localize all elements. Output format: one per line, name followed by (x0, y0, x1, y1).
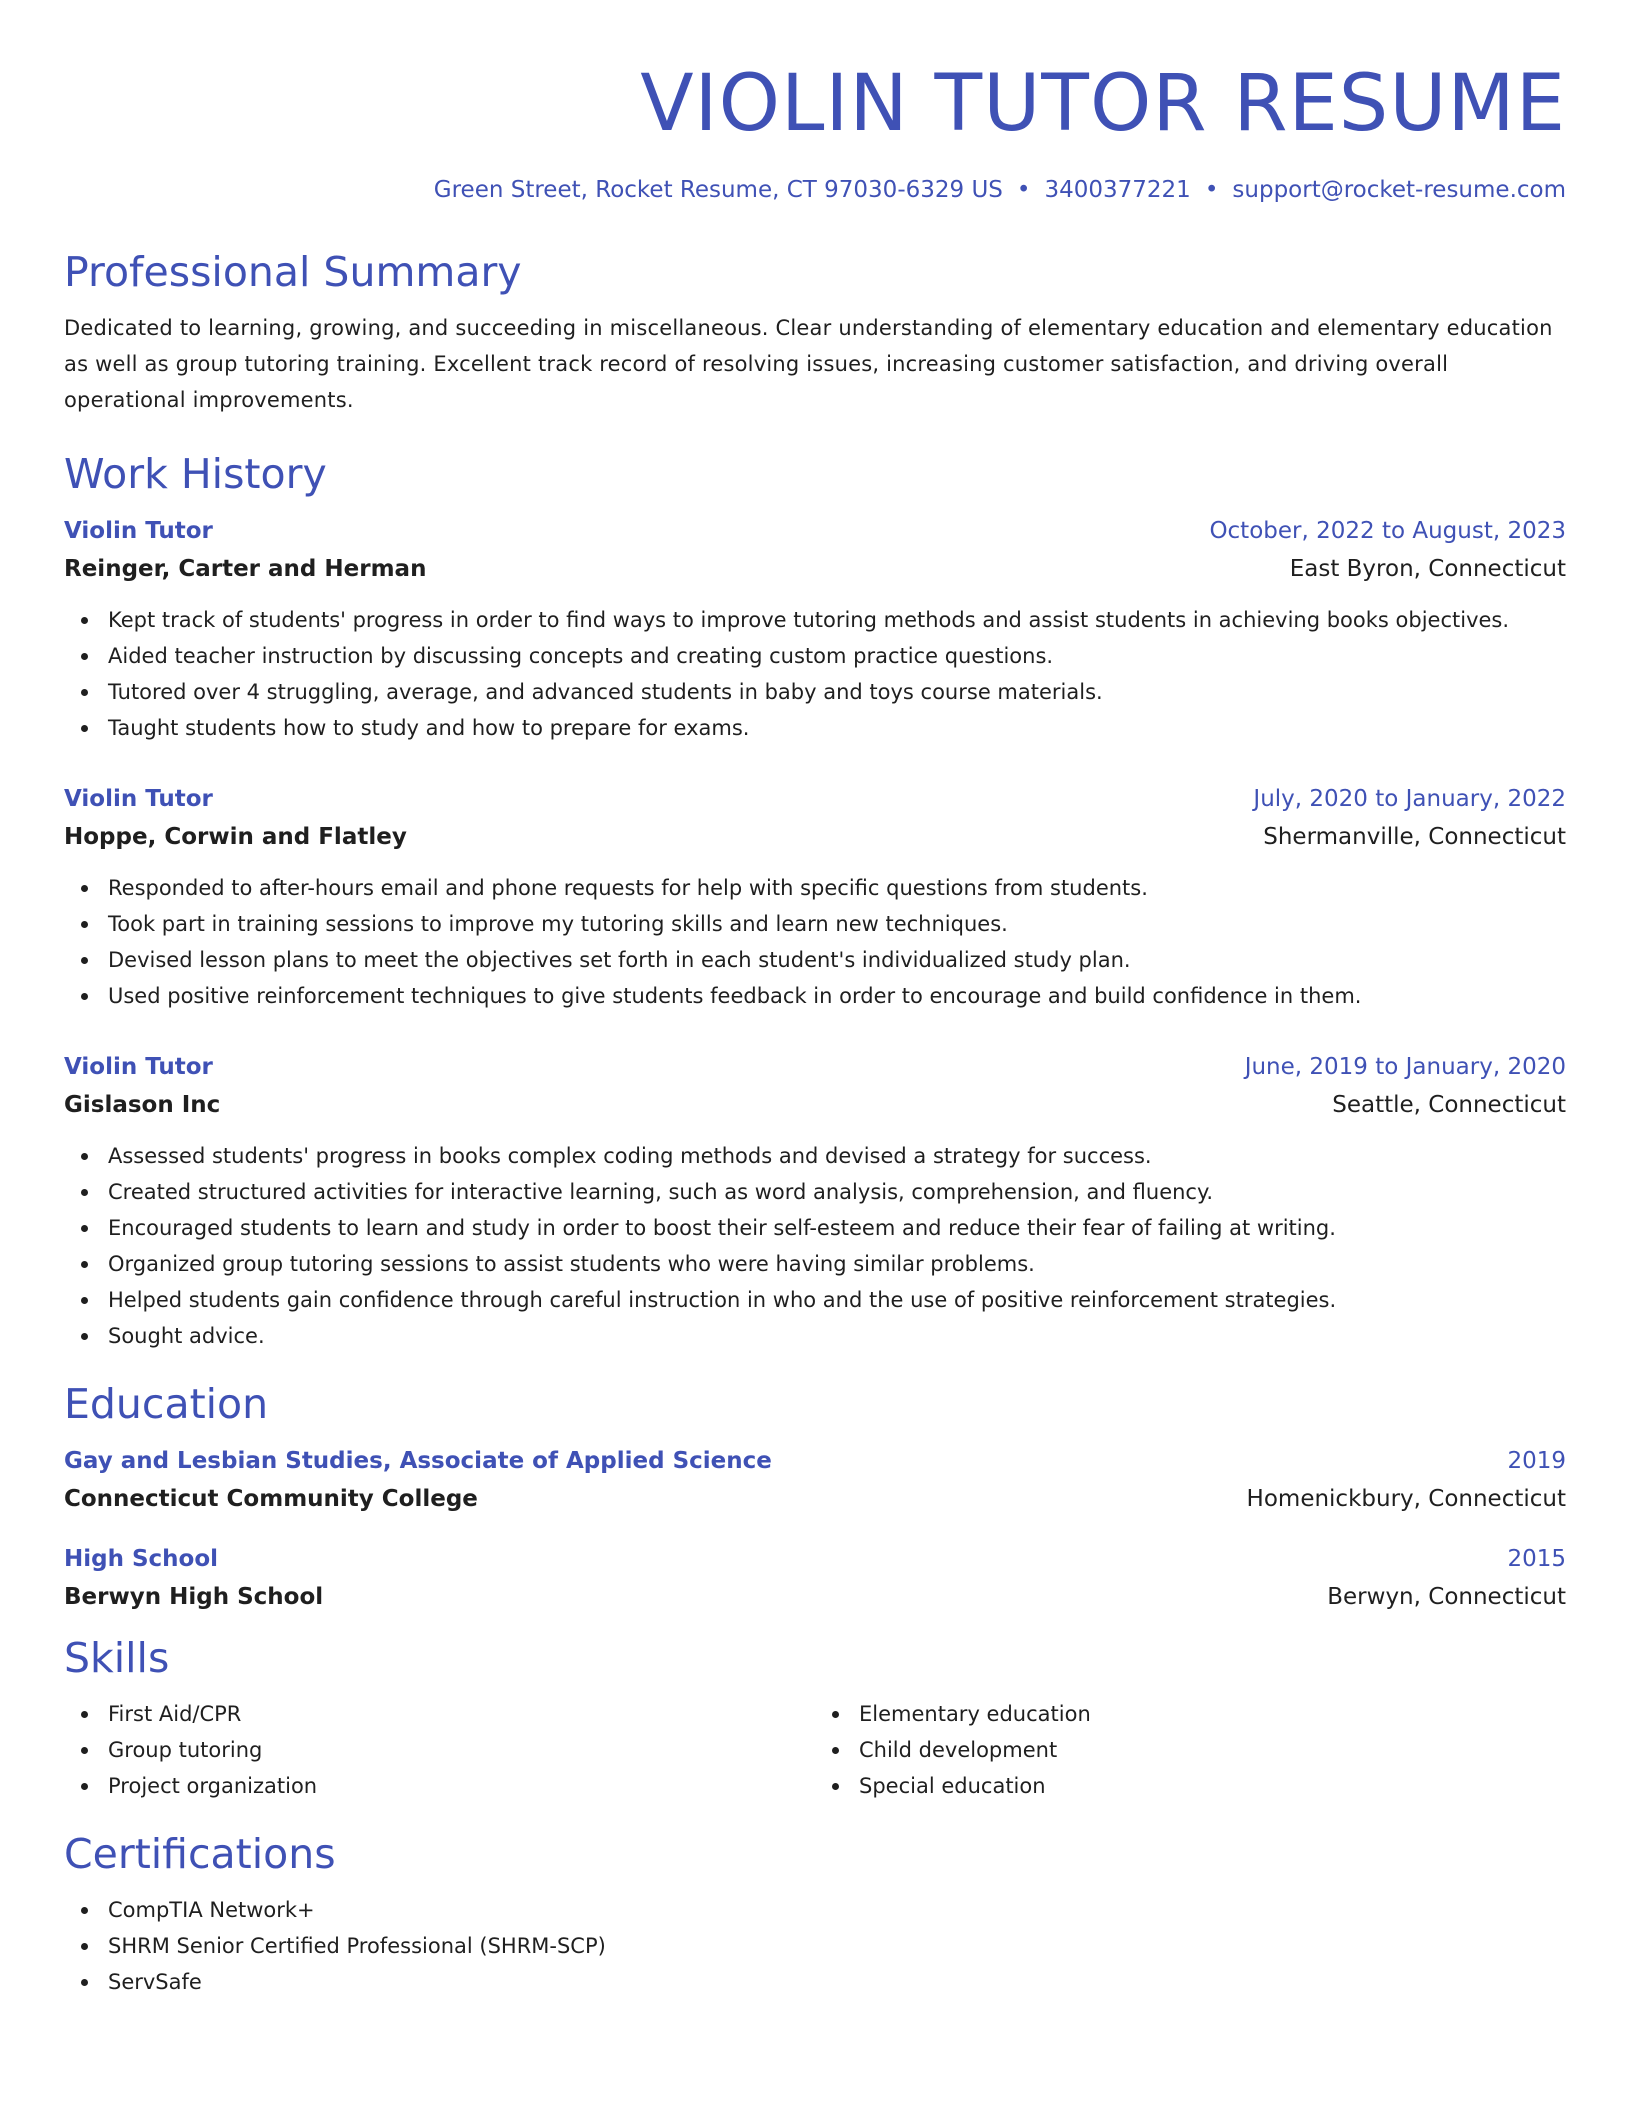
job-bullet: Used positive reinforcement techniques to give students feedback in order to encourage and build confidence in them. (64, 978, 1566, 1014)
resume-page (64, 52, 1566, 2000)
job-entry (64, 512, 1566, 746)
job-role: Violin Tutor (64, 786, 213, 812)
job-role: Violin Tutor (64, 1054, 213, 1080)
skills-column-right (815, 1696, 1566, 1804)
job-dates: June, 2019 to January, 2020 (1244, 1054, 1566, 1080)
contact-separator: • (1204, 177, 1219, 203)
skills-list (64, 1696, 1566, 1804)
job-bullets (64, 870, 1566, 1014)
skill-item: Project organization (64, 1768, 815, 1804)
certification-item: ServSafe (64, 1964, 1566, 2000)
education-degree: High School (64, 1546, 219, 1572)
summary-heading: Professional Summary (64, 248, 522, 296)
certification-item: CompTIA Network+ (64, 1892, 1566, 1928)
job-entry (64, 780, 1566, 1014)
job-bullet: Aided teacher instruction by discussing concepts and creating custom practice questions. (64, 638, 1566, 674)
work-history-heading: Work History (64, 450, 327, 498)
resume-title: VIOLIN TUTOR RESUME (640, 59, 1566, 149)
contact-line (64, 174, 1566, 206)
skills-column-left (64, 1696, 815, 1804)
education-degree: Gay and Lesbian Studies, Associate of Applied Science (64, 1448, 772, 1474)
education-school: Berwyn High School (64, 1584, 324, 1610)
job-bullet: Taught students how to study and how to prepare for exams. (64, 710, 1566, 746)
certification-item: SHRM Senior Certified Professional (SHRM-SCP) (64, 1928, 1566, 1964)
skill-item: Elementary education (815, 1696, 1566, 1732)
job-bullet: Sought advice. (64, 1318, 1566, 1354)
job-bullets (64, 1138, 1566, 1354)
contact-email: support@rocket-resume.com (1232, 177, 1566, 203)
job-company: Hoppe, Corwin and Flatley (64, 824, 407, 850)
skill-item: Child development (815, 1732, 1566, 1768)
job-bullet: Created structured activities for interactive learning, such as word analysis, comprehension, and fluency. (64, 1174, 1566, 1210)
job-bullet: Responded to after-hours email and phone requests for help with specific questions from students. (64, 870, 1566, 906)
education-entry (64, 1540, 1566, 1616)
education-year: 2015 (1507, 1546, 1566, 1572)
contact-separator: • (1016, 177, 1031, 203)
job-bullet: Assessed students' progress in books complex coding methods and devised a strategy for success. (64, 1138, 1566, 1174)
job-bullet: Encouraged students to learn and study in order to boost their self-esteem and reduce their fear of failing at writing. (64, 1210, 1566, 1246)
job-company: Gislason Inc (64, 1092, 221, 1118)
job-location: East Byron, Connecticut (1289, 556, 1566, 582)
job-bullets (64, 602, 1566, 746)
skill-item: Special education (815, 1768, 1566, 1804)
contact-phone: 3400377221 (1044, 177, 1191, 203)
education-location: Homenickbury, Connecticut (1246, 1486, 1566, 1512)
job-entry (64, 1048, 1566, 1354)
job-company: Reinger, Carter and Herman (64, 556, 427, 582)
education-entry (64, 1442, 1566, 1518)
education-heading: Education (64, 1380, 269, 1428)
skill-item: First Aid/CPR (64, 1696, 815, 1732)
job-dates: October, 2022 to August, 2023 (1209, 518, 1566, 544)
education-year: 2019 (1507, 1448, 1566, 1474)
job-role: Violin Tutor (64, 518, 213, 544)
contact-address: Green Street, Rocket Resume, CT 97030-6329 US (433, 177, 1003, 203)
job-bullet: Took part in training sessions to improve my tutoring skills and learn new techniques. (64, 906, 1566, 942)
education-location: Berwyn, Connecticut (1327, 1584, 1566, 1610)
job-bullet: Helped students gain confidence through careful instruction in who and the use of positive reinforcement strategies. (64, 1282, 1566, 1318)
summary-text: Dedicated to learning, growing, and succeeding in miscellaneous. Clear understanding of elementary education and elementary education as well as group tutoring training. Excellent track record of resolving issues, increasing customer satisfaction, and driving overall operational improvements. (64, 316, 1553, 412)
job-location: Shermanville, Connecticut (1263, 824, 1566, 850)
education-school: Connecticut Community College (64, 1486, 478, 1512)
skills-heading: Skills (64, 1634, 170, 1682)
job-bullet: Devised lesson plans to meet the objectives set forth in each student's individualized study plan. (64, 942, 1566, 978)
certifications-list (64, 1892, 1566, 2000)
job-location: Seattle, Connecticut (1332, 1092, 1566, 1118)
job-bullet: Tutored over 4 struggling, average, and advanced students in baby and toys course materials. (64, 674, 1566, 710)
job-bullet: Organized group tutoring sessions to assist students who were having similar problems. (64, 1246, 1566, 1282)
job-dates: July, 2020 to January, 2022 (1253, 786, 1566, 812)
certifications-heading: Certifications (64, 1830, 336, 1878)
resume-header (64, 52, 1566, 206)
job-bullet: Kept track of students' progress in order to find ways to improve tutoring methods and assist students in achieving books objectives. (64, 602, 1566, 638)
skill-item: Group tutoring (64, 1732, 815, 1768)
